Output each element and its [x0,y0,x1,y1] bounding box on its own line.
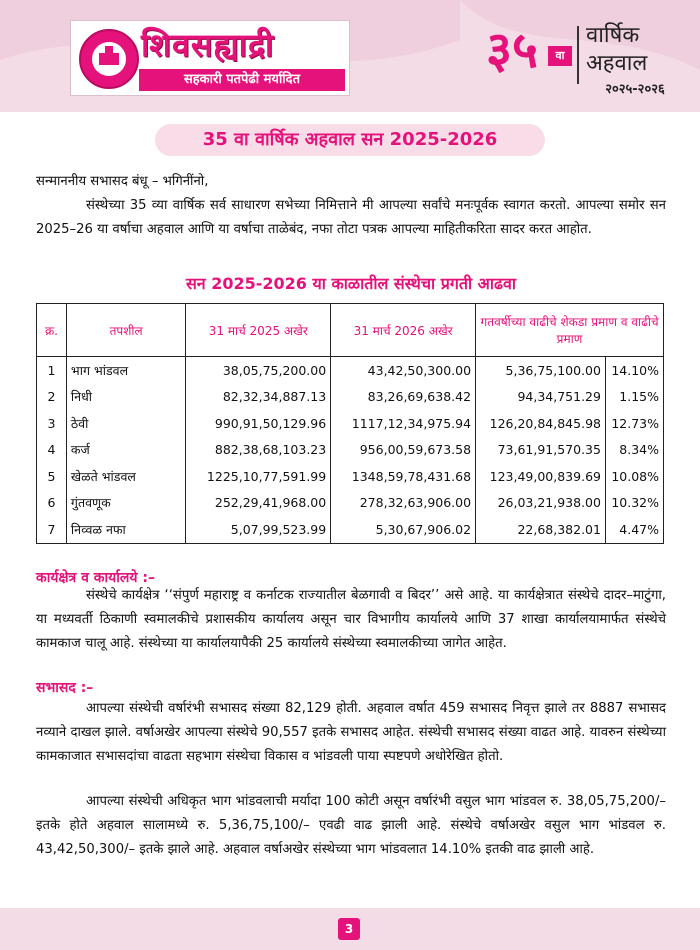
cell-growth: 94,34,751.29 [476,384,606,411]
society-emblem-icon [79,29,139,89]
cell-pct: 10.08% [605,463,663,490]
badge-suffix: वा [548,46,572,66]
cell-2026: 956,00,59,673.58 [331,437,476,464]
cell-item: भाग भांडवल [66,357,185,384]
cell-sr: 2 [37,384,67,411]
members-paragraph-1: आपल्या संस्थेची वर्षारंभी सभासद संख्या 82,129 होती. अहवाल वर्षात 459 सभासद निवृत्त झाले तर 8887 सभासद नव्याने दाखल झाले. वर्षाअखेर आपल्या संस्थेचे 90,557 इतके सभासद आहेत. संस्थेची सभासद संख्या वाढत आहे. यावरुन संस्थेच्या कामकाजात सभासदांचा वाढता सहभाग संस्थेचा विकास व भांडवली पाया स्पष्टपणे अधोरेखित होतो. [36,701,666,764]
table-row [37,384,664,411]
cell-item: ठेवी [66,410,185,437]
cell-2025: 82,32,34,887.13 [186,384,331,411]
cell-growth: 26,03,21,938.00 [476,490,606,517]
intro-paragraph: संस्थेच्या 35 व्या वार्षिक सर्व साधारण सभेच्या निमित्ताने मी आपल्या सर्वांचे मनःपूर्वक स्वागत करतो. आपल्या समोर सन 2025–26 या वर्षाचा अहवाल आणि या वर्षाचा ताळेबंद, नफा तोटा पत्रक आपल्या माहितीकरिता सादर करत आहोत. [36,198,666,237]
cell-2025: 990,91,50,129.96 [186,410,331,437]
cell-item: निव्वळ नफा [66,516,185,543]
offices-paragraph: संस्थेचे कार्यक्षेत्र ‘‘संपुर्ण महाराष्ट्र व कर्नाटक राज्यातील बेळगावी व बिदर’’ असे आहे. या कार्यक्षेत्रात संस्थेचे दादर–माटुंगा, या मध्यवर्ती ठिकाणी स्वमालकीचे प्रशासकीय कार्यालय असून चार विभागीय कार्यालये आणि 37 शाखा कार्यालयामार्फत संस्थेचे कामकाज चालू आहे. संस्थेच्या या कार्यालयापैकी 25 कार्यालये संस्थेच्या स्वमालकीच्या जागेत आहेत. [36,588,666,651]
badge-line1: वार्षिक [586,23,640,48]
cell-sr: 1 [37,357,67,384]
cell-2025: 1225,10,77,591.99 [186,463,331,490]
col-header-growth: गतवर्षीच्या वाढीचे शेकडा प्रमाण व वाढीचे प्रमाण [476,304,664,357]
cell-item: खेळते भांडवल [66,463,185,490]
cell-growth: 22,68,382.01 [476,516,606,543]
table-row [37,410,664,437]
brand-subtitle: सहकारी पतपेढी मर्यादित [139,69,345,91]
cell-pct: 4.47% [605,516,663,543]
badge-number: ३५ [486,20,538,79]
cell-pct: 12.73% [605,410,663,437]
cell-pct: 1.15% [605,384,663,411]
progress-table [36,303,664,544]
page-number: 3 [338,918,360,940]
col-header-2025: 31 मार्च 2025 अखेर [186,304,331,357]
cell-item: कर्ज [66,437,185,464]
cell-sr: 5 [37,463,67,490]
cell-item: निधी [66,384,185,411]
cell-2026: 83,26,69,638.42 [331,384,476,411]
cell-growth: 73,61,91,570.35 [476,437,606,464]
members-paragraph-2: आपल्या संस्थेची अधिकृत भाग भांडवलाची मर्यादा 100 कोटी असून वर्षारंभी वसुल भाग भांडवल रु. 38,05,75,200/– इतके होते अहवाल सालामध्ये रु. 5,36,75,100/– एवढी वाढ झाली आहे. संस्थेचे वर्षाअखेर वसुल भाग भांडवल रु. 43,42,50,300/– इतके झाले आहे. अहवाल वर्षाअखेर संस्थेच्या भाग भांडवलात 14.10% इतकी वाढ झाली आहे. [36,794,666,857]
cell-2025: 5,07,99,523.99 [186,516,331,543]
cell-2025: 882,38,68,103.23 [186,437,331,464]
annual-report-badge [476,16,686,102]
cell-sr: 3 [37,410,67,437]
cell-item: गुंतवणूक [66,490,185,517]
brand-logo [70,20,350,96]
table-row [37,437,664,464]
cell-2026: 43,42,50,300.00 [331,357,476,384]
brand-name: शिवसह्याद्री [141,26,275,64]
cell-pct: 8.34% [605,437,663,464]
cell-sr: 7 [37,516,67,543]
cell-pct: 14.10% [605,357,663,384]
page-header [0,0,700,112]
offices-heading: कार्यक्षेत्र व कार्यालये :– [36,570,156,586]
cell-2026: 278,32,63,906.00 [331,490,476,517]
cell-2025: 252,29,41,968.00 [186,490,331,517]
col-header-sr: क्र. [37,304,67,357]
cell-growth: 126,20,84,845.98 [476,410,606,437]
cell-2026: 5,30,67,906.02 [331,516,476,543]
table-row [37,516,664,543]
col-header-item: तपशील [66,304,185,357]
table-row [37,357,664,384]
table-row [37,490,664,517]
col-header-2026: 31 मार्च 2026 अखेर [331,304,476,357]
cell-growth: 123,49,00,839.69 [476,463,606,490]
badge-year: २०२५-२०२६ [605,82,665,97]
salutation: सन्माननीय सभासद बंधू – भगिनींनो, [36,174,209,189]
cell-sr: 6 [37,490,67,517]
progress-table-title: सन 2025-2026 या काळातील संस्थेचा प्रगती आढवा [185,274,517,293]
members-heading: सभासद :– [36,680,94,696]
cell-pct: 10.32% [605,490,663,517]
table-row [37,463,664,490]
cell-growth: 5,36,75,100.00 [476,357,606,384]
cell-2026: 1117,12,34,975.94 [331,410,476,437]
cell-2025: 38,05,75,200.00 [186,357,331,384]
cell-sr: 4 [37,437,67,464]
page-footer [0,908,700,950]
page-title: 35 वा वार्षिक अहवाल सन 2025-2026 [155,124,545,156]
table-header-row [37,304,664,357]
cell-2026: 1348,59,78,431.68 [331,463,476,490]
badge-line2: अहवाल [586,51,648,76]
badge-divider [577,26,579,84]
